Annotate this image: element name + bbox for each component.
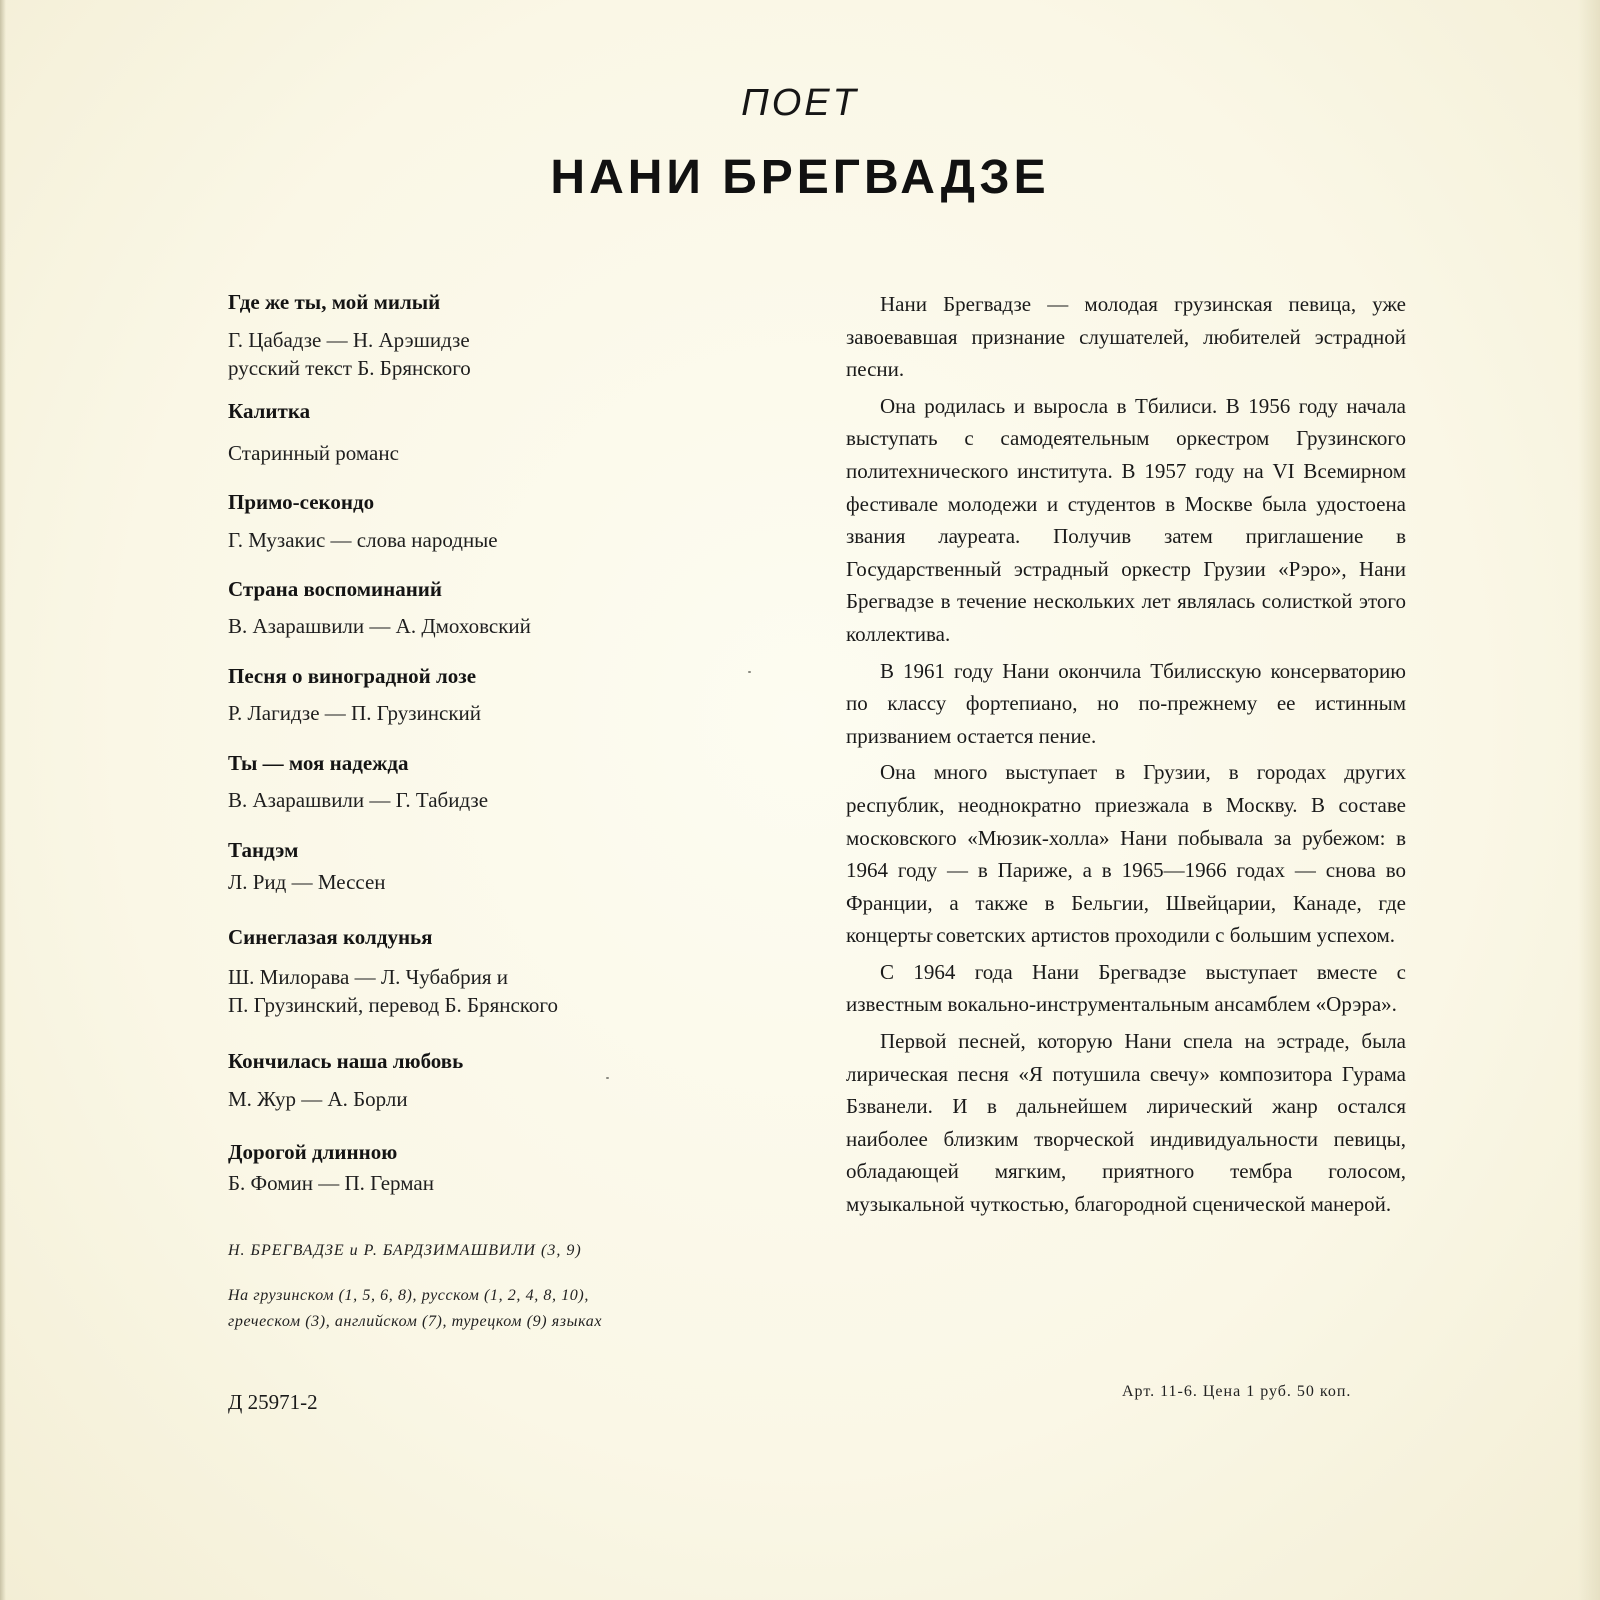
track-credit: русский текст Б. Брянского bbox=[228, 356, 471, 380]
price-label: Арт. 11-6. Цена 1 руб. 50 коп. bbox=[1122, 1383, 1352, 1400]
languages-note bbox=[228, 1283, 788, 1335]
track-title: Примо-секондо bbox=[228, 490, 375, 514]
track-title: Синеглазая колдунья bbox=[228, 925, 433, 949]
track-credit: Р. Лагидзе — П. Грузинский bbox=[228, 701, 482, 725]
track-title: Где же ты, мой милый bbox=[228, 290, 441, 314]
page-title: НАНИ БРЕГВАДЗЕ bbox=[550, 151, 1050, 204]
track-title: Песня о виноградной лозе bbox=[228, 664, 477, 688]
sleeve-right-edge bbox=[1578, 0, 1600, 1600]
track-item bbox=[228, 488, 788, 554]
track-credit: Г. Цабадзе — Н. Арэшидзе bbox=[228, 328, 470, 352]
track-credit: Л. Рид — Мессен bbox=[228, 870, 386, 894]
track-item bbox=[228, 1138, 788, 1197]
bio-paragraph: Нани Брегвадзе — молодая грузинская певица, уже завоевавшая признание слушателей, любителей эстрадной песни. bbox=[846, 292, 1406, 382]
bio-paragraph: Первой песней, которую Нани спела на эстраде, была лирическая песня «Я потушила свечу» композитора Гурама Бзванели. И в дальнейшем лирический жанр остался наиболее близким творческой индивидуальности певицы, обладающей мягким, приятного тембра голосом, музыкальной чуткостью, благородной сценической манерой. bbox=[846, 1029, 1406, 1217]
track-item bbox=[228, 1047, 788, 1113]
track-credit: Г. Музакис — слова народные bbox=[228, 528, 498, 552]
track-item bbox=[228, 397, 788, 467]
bio-paragraph: С 1964 года Нани Брегвадзе выступает вместе с известным вокально-инструментальным ансамблем «Орэра». bbox=[846, 959, 1406, 1017]
track-item bbox=[228, 288, 788, 382]
track-credit: Б. Фомин — П. Герман bbox=[228, 1171, 434, 1195]
track-credit: Старинный романс bbox=[228, 441, 399, 465]
track-credit: В. Азарашвили — А. Дмоховский bbox=[228, 614, 531, 638]
languages-line: На грузинском (1, 5, 6, 8), русском (1, 2, 4, 8, 10), bbox=[228, 1287, 589, 1304]
track-credit: М. Жур — А. Борли bbox=[228, 1087, 408, 1111]
track-title: Ты — моя надежда bbox=[228, 751, 409, 775]
track-title: Дорогой длинною bbox=[228, 1140, 398, 1164]
track-item bbox=[228, 662, 788, 727]
track-credit: П. Грузинский, перевод Б. Брянского bbox=[228, 993, 559, 1017]
track-title: Кончилась наша любовь bbox=[228, 1049, 464, 1073]
track-title: Страна воспоминаний bbox=[228, 577, 443, 601]
sleeve-left-edge bbox=[0, 0, 6, 1600]
track-item bbox=[228, 836, 788, 896]
languages-line: греческом (3), английском (7), турецком (9) языках bbox=[228, 1313, 603, 1330]
track-credit: Ш. Милорава — Л. Чубабрия и bbox=[228, 965, 509, 989]
track-item bbox=[228, 923, 788, 1019]
subtitle: ПОЕТ bbox=[741, 82, 859, 124]
track-item bbox=[228, 749, 788, 814]
track-title: Тандэм bbox=[228, 838, 299, 862]
track-title: Калитка bbox=[228, 399, 311, 423]
bio-paragraph: Она родилась и выросла в Тбилиси. В 1956 году начала выступать с самодеятельным оркестром Грузинского политехнического института. В 1957 году на VI Всемирном фестивале молодежи и студентов в Москве была удостоена звания лауреата. Получив затем приглашение в Государственный эстрадный оркестр Грузии «Рэро», Нани Брегвадзе в течение нескольких лет являлась солисткой этого коллектива. bbox=[846, 393, 1406, 646]
catalog-number: Д 25971-2 bbox=[228, 1390, 318, 1414]
biography bbox=[846, 288, 1406, 1221]
track-item bbox=[228, 575, 788, 640]
bio-paragraph: В 1961 году Нани окончила Тбилисскую консерваторию по классу фортепиано, но по-прежнему ее истинным призванием остается пение. bbox=[846, 658, 1406, 748]
track-credit: В. Азарашвили — Г. Табидзе bbox=[228, 788, 489, 812]
performers-note: Н. БРЕГВАДЗЕ и Р. БАРДЗИМАШВИЛИ (3, 9) bbox=[228, 1242, 582, 1259]
bio-paragraph: Она много выступает в Грузии, в городах других республик, неоднократно приезжала в Москву. В составе московского «Мюзик-холла» Нани побывала за рубежом: в 1964 году — в Париже, а в 1965—1966 годах — снова во Франции, а также в Бельгии, Швейцарии, Канаде, где концерты советских артистов проходили с большим успехом. bbox=[846, 760, 1406, 948]
